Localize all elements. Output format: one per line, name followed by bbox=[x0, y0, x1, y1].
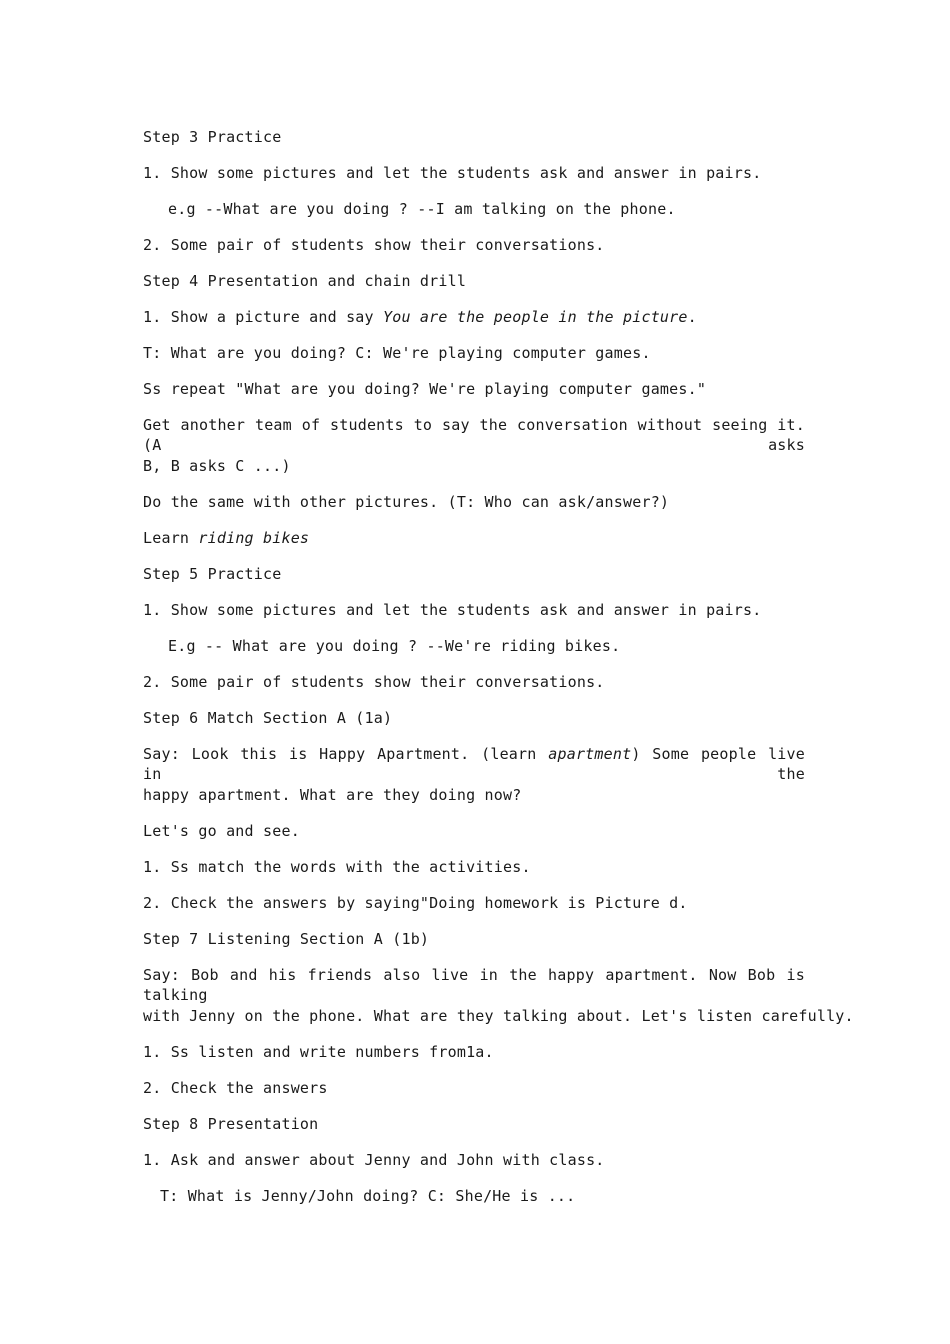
step-3-heading: Step 3 Practice bbox=[143, 128, 282, 146]
paragraph-line: Let's go and see. bbox=[143, 822, 300, 840]
dialogue-line: T: What are you doing? C: We're playing computer games. bbox=[143, 344, 651, 362]
text-run: Learn bbox=[143, 529, 199, 547]
step-5-heading: Step 5 Practice bbox=[143, 565, 282, 583]
list-item: 2. Some pair of students show their conversations. bbox=[143, 236, 605, 254]
list-item: 2. Check the answers bbox=[143, 1079, 328, 1097]
italic-phrase: riding bikes bbox=[198, 529, 310, 547]
paragraph-line: with Jenny on the phone. What are they talking about. Let's listen carefully. bbox=[143, 1007, 854, 1025]
example-line: E.g -- What are you doing ? --We're riding bikes. bbox=[168, 637, 621, 655]
text-run: Say: Look this is Happy Apartment. (learn bbox=[143, 745, 549, 763]
paragraph-line: Say: Bob and his friends also live in the happy apartment. Now Bob is talking bbox=[143, 966, 805, 1004]
list-item: 1. Ask and answer about Jenny and John with class. bbox=[143, 1151, 605, 1169]
paragraph-line bbox=[143, 528, 309, 548]
list-item: 1. Show some pictures and let the students ask and answer in pairs. bbox=[143, 164, 762, 182]
italic-phrase: apartment bbox=[548, 745, 632, 763]
list-item bbox=[143, 307, 697, 327]
italic-phrase: You are the people in the picture bbox=[383, 308, 688, 326]
list-item: 2. Check the answers by saying"Doing homework is Picture d. bbox=[143, 894, 688, 912]
paragraph-line: Do the same with other pictures. (T: Who can ask/answer?) bbox=[143, 493, 670, 511]
step-7-heading: Step 7 Listening Section A (1b) bbox=[143, 930, 430, 948]
text-run: 1. Show a picture and say bbox=[143, 308, 383, 326]
example-line: e.g --What are you doing ? --I am talking on the phone. bbox=[168, 200, 676, 218]
list-item: 1. Ss listen and write numbers from1a. bbox=[143, 1043, 494, 1061]
text-run: . bbox=[687, 308, 697, 326]
step-4-heading: Step 4 Presentation and chain drill bbox=[143, 272, 467, 290]
paragraph-line bbox=[143, 744, 805, 784]
step-6-heading: Step 6 Match Section A (1a) bbox=[143, 709, 393, 727]
paragraph-line: happy apartment. What are they doing now? bbox=[143, 786, 522, 804]
list-item: 1. Ss match the words with the activities. bbox=[143, 858, 531, 876]
paragraph-line: Get another team of students to say the conversation without seeing it.(A asks bbox=[143, 416, 805, 454]
text-run: ) Some people live in the bbox=[143, 745, 806, 783]
list-item: 2. Some pair of students show their conversations. bbox=[143, 673, 605, 691]
paragraph-line: Ss repeat "What are you doing? We're playing computer games." bbox=[143, 380, 707, 398]
step-8-heading: Step 8 Presentation bbox=[143, 1115, 319, 1133]
list-item: 1. Show some pictures and let the students ask and answer in pairs. bbox=[143, 601, 762, 619]
dialogue-line: T: What is Jenny/John doing? C: She/He is ... bbox=[160, 1187, 576, 1205]
paragraph-line: B, B asks C ...) bbox=[143, 457, 291, 475]
